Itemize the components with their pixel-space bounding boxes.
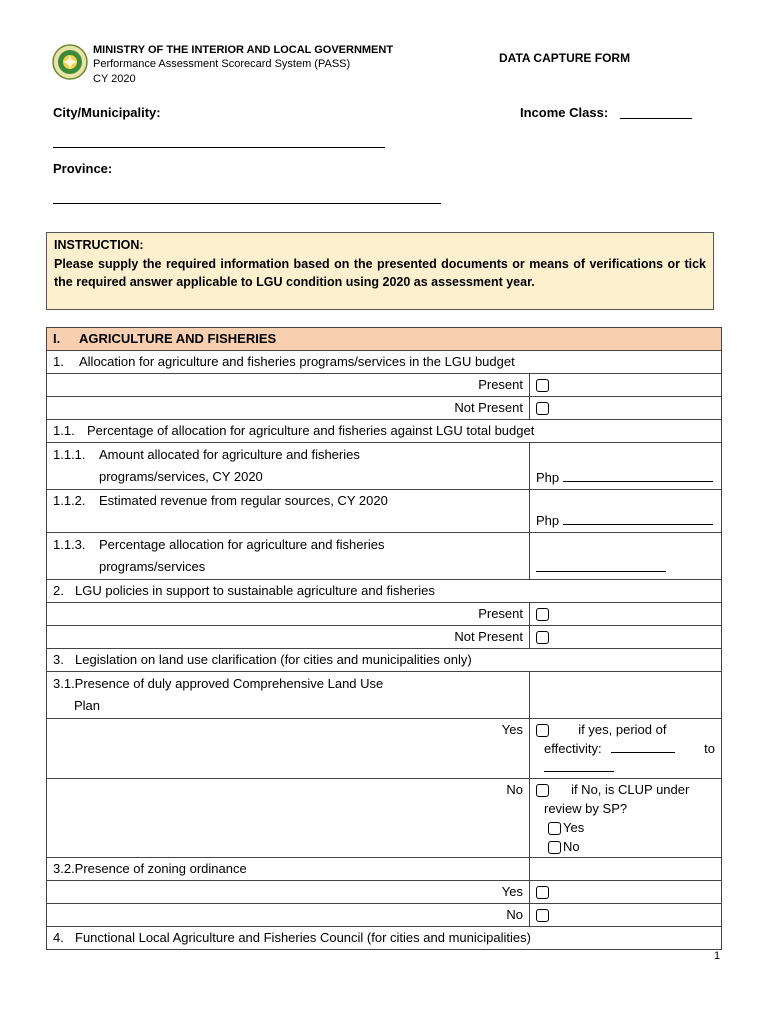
- estimated-revenue-input[interactable]: [563, 512, 713, 525]
- q1-not-present-checkbox[interactable]: [536, 402, 549, 415]
- clup-no-checkbox[interactable]: [536, 784, 549, 797]
- form-title: DATA CAPTURE FORM: [499, 51, 631, 65]
- question-3-2: 3.2.Presence of zoning ordinance: [47, 858, 530, 881]
- ministry-title: MINISTRY OF THE INTERIOR AND LOCAL GOVERNMENT: [93, 44, 394, 56]
- dilg-seal-logo: [52, 44, 88, 80]
- no-label: No: [47, 904, 530, 927]
- question-1-1-3: 1.1.3. Percentage allocation for agriculture and fisheries programs/services: [47, 533, 530, 580]
- php-label: Php: [536, 470, 560, 485]
- province-label: Province:: [53, 161, 113, 176]
- present-label: Present: [47, 603, 530, 626]
- yes-label: Yes: [47, 719, 530, 779]
- province-input-line[interactable]: [53, 203, 441, 204]
- question-1: 1. Allocation for agriculture and fisheries programs/services in the LGU budget: [47, 351, 722, 374]
- clup-yes-checkbox[interactable]: [536, 724, 549, 737]
- no-label: No: [47, 779, 530, 858]
- instruction-title: INSTRUCTION:: [54, 238, 144, 252]
- php-label: Php: [536, 513, 560, 528]
- q2-not-present-checkbox[interactable]: [536, 631, 549, 644]
- income-class-label: Income Class:: [520, 105, 609, 120]
- section-title: AGRICULTURE AND FISHERIES: [79, 331, 277, 346]
- system-name: Performance Assessment Scorecard System (PASS): [93, 58, 351, 70]
- instruction-body: Please supply the required information based on the presented documents or means of verifications or tick the required answer applicable to LGU condition using 2020 as assessment year.: [54, 256, 706, 289]
- present-label: Present: [47, 374, 530, 397]
- income-class-input-line[interactable]: [620, 118, 692, 119]
- assessment-table: [46, 327, 722, 950]
- amount-allocated-input[interactable]: [563, 469, 713, 482]
- page-number: 1: [714, 950, 721, 962]
- clup-yes-cell: if yes, period of effectivity: to: [530, 719, 722, 779]
- clup-no-cell: if No, is CLUP under review by SP? Yes No: [530, 779, 722, 858]
- zoning-no-checkbox[interactable]: [536, 909, 549, 922]
- instruction-box: [46, 232, 714, 310]
- effectivity-to-input[interactable]: [544, 759, 614, 772]
- section-header: I. AGRICULTURE AND FISHERIES: [47, 328, 722, 351]
- q1-present-checkbox[interactable]: [536, 379, 549, 392]
- effectivity-from-input[interactable]: [611, 740, 675, 753]
- question-1-1-2: 1.1.2. Estimated revenue from regular sources, CY 2020: [47, 490, 530, 533]
- not-present-label: Not Present: [47, 626, 530, 649]
- question-1-1: 1.1. Percentage of allocation for agriculture and fisheries against LGU total budget: [47, 420, 722, 443]
- sp-review-no-checkbox[interactable]: [548, 841, 561, 854]
- city-label: City/Municipality:: [53, 105, 161, 120]
- question-3: 3. Legislation on land use clarification (for cities and municipalities only): [47, 649, 722, 672]
- question-4: 4. Functional Local Agriculture and Fisheries Council (for cities and municipalities): [47, 927, 722, 950]
- percentage-allocation-input[interactable]: [536, 559, 666, 572]
- zoning-yes-checkbox[interactable]: [536, 886, 549, 899]
- not-present-label: Not Present: [47, 397, 530, 420]
- question-1-1-1: 1.1.1. Amount allocated for agriculture and fisheries programs/services, CY 2020: [47, 443, 530, 490]
- q2-present-checkbox[interactable]: [536, 608, 549, 621]
- city-input-line[interactable]: [53, 147, 385, 148]
- question-2: 2. LGU policies in support to sustainable agriculture and fisheries: [47, 580, 722, 603]
- calendar-year: CY 2020: [93, 73, 136, 85]
- question-3-1: 3.1.Presence of duly approved Comprehensive Land Use Plan: [47, 672, 530, 719]
- sp-review-yes-checkbox[interactable]: [548, 822, 561, 835]
- yes-label: Yes: [47, 881, 530, 904]
